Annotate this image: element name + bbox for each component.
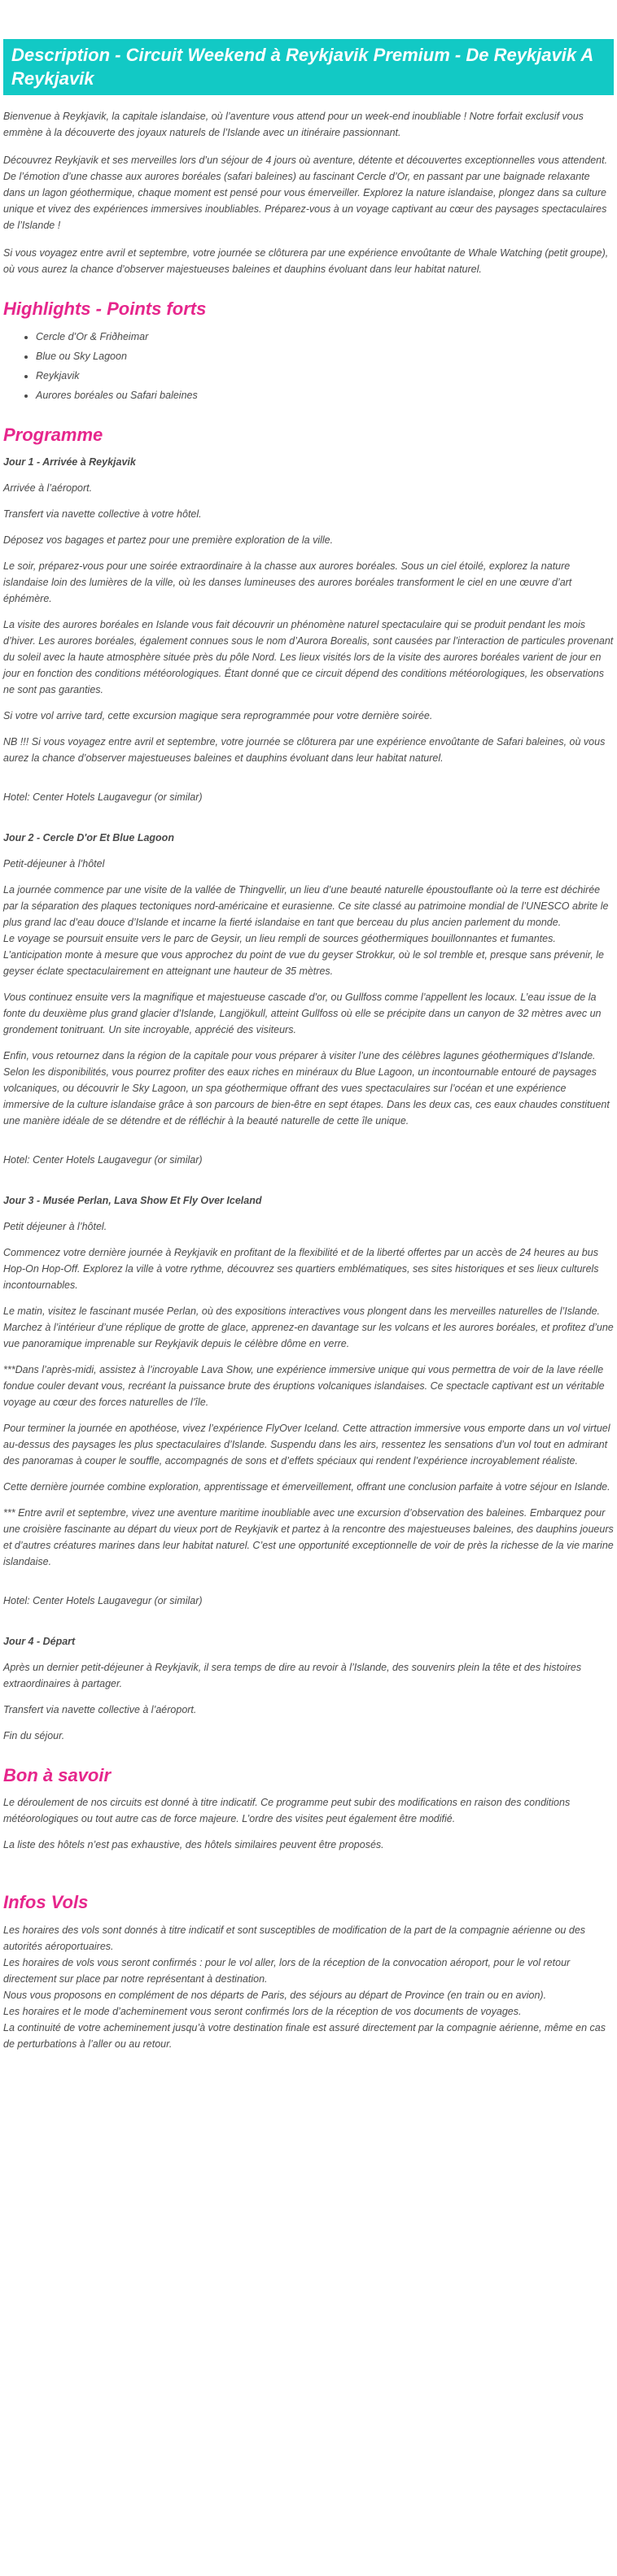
highlight-item: • Blue ou Sky Lagoon	[36, 348, 614, 364]
page	[0, 39, 617, 2078]
day-paragraph-group	[3, 882, 614, 979]
day-title: Jour 4 - Départ	[3, 1635, 76, 1647]
day-paragraph: La journée commence par une visite de la vallée de Thingvellir, un lieu d’une beauté naturelle époustouflante où la terre est déchirée par la séparation des plaques tectoniques nord-américaine et eurasienne. Ce site classé au patrimoine mondial de l’UNESCO abrite le plus grand lac d’eau douce d’Islande et incarne la fierté islandaise en tant que berceau du plus ancien parlement du monde.	[3, 883, 609, 928]
day-paragraph: *** Entre avril et septembre, vivez une aventure maritime inoubliable avec une excursion d’observation des baleines. Embarquez pour une croisière fascinante au départ du vieux port de Reykjavik et partez à la rencontre des majestueuses baleines, des dauphins joueurs et d’autres créatures marines dans leur habitat naturel. C’est une opportunité exceptionnelle de voir de près la richesse de la vie marine islandaise.	[3, 1506, 614, 1567]
intro-section	[3, 108, 614, 277]
day-title: Jour 1 - Arrivée à Reykjavik	[3, 455, 136, 468]
intro-paragraph: Découvrez Reykjavik et ses merveilles lors d’un séjour de 4 jours où aventure, détente et découvertes exceptionnelles vous attendent. De l’émotion d’une chasse aux aurores boréales (safari baleines) au fascinant Cercle d’Or, en passant par une baignade relaxante dans un lagon géothermique, chaque moment est pensé pour vous émerveiller. Explorez la nature islandaise, plongez dans sa culture unique et vivez des expériences immersives inoubliables. Préparez-vous à un voyage captivant au cœur des paysages spectaculaires de l’Islande !	[3, 155, 608, 232]
day-paragraph: Cette dernière journée combine exploration, apprentissage et émerveillement, offrant une conclusion parfaite à votre séjour en Islande.	[3, 1480, 610, 1493]
day-1	[3, 454, 614, 805]
hotel-info: Hotel: Center Hotels Laugavegur (or similar)	[3, 1594, 203, 1606]
highlight-item: • Cercle d’Or & Friðheimar	[36, 329, 614, 345]
intro-paragraph: Bienvenue à Reykjavik, la capitale islandaise, où l’aventure vous attend pour un week-end inoubliable ! Notre forfait exclusif vous emmène à la découverte des joyaux naturels de l’Islande avec un itinéraire passionnant.	[3, 111, 584, 139]
day-paragraph: Après un dernier petit-déjeuner à Reykjavik, il sera temps de dire au revoir à l’Islande, des souvenirs plein la tête et des histoires extraordinaires à partager.	[3, 1661, 582, 1689]
hotel-info: Hotel: Center Hotels Laugavegur (or similar)	[3, 791, 203, 803]
day-paragraph: La visite des aurores boréales en Islande vous fait découvrir un phénomène naturel spectaculaire qui se produit pendant les mois d’hiver. Les aurores boréales, également connues sous le nom d’Aurora Borealis, sont causées par l’interaction de particules provenant du soleil avec la haute atmosphère située près du pôle Nord. Les lieux visités lors de la visite des aurores boréales varient de jour en jour en fonction des conditions météorologiques. Étant donné que ce circuit dépend des conditions météorologiques, les observations ne sont pas garanties.	[3, 618, 614, 695]
day-title: Jour 2 - Cercle D'or Et Blue Lagoon	[3, 831, 174, 843]
day-paragraph: Arrivée à l’aéroport.	[3, 482, 93, 494]
info-paragraph: Le déroulement de nos circuits est donné à titre indicatif. Ce programme peut subir des modifications en raison des conditions météorologiques ou tout autre cas de force majeure. L’ordre des visites peut également être modifié.	[3, 1797, 571, 1825]
info-line: Les horaires et le mode d’acheminement vous seront confirmés lors de la réception de vos documents de voyages.	[3, 2005, 522, 2017]
day-4	[3, 1633, 614, 1744]
day-title: Jour 3 - Musée Perlan, Lava Show Et Fly Over Iceland	[3, 1194, 262, 1206]
info-line: Nous vous proposons en complément de nos départs de Paris, des séjours au départ de Province (en train ou en avion).	[3, 1989, 547, 2001]
hotel-info: Hotel: Center Hotels Laugavegur (or similar)	[3, 1153, 203, 1166]
programme-section	[3, 425, 614, 1744]
info-line: Les horaires des vols sont donnés à titre indicatif et sont susceptibles de modification de la part de la compagnie aérienne ou des autorités aéroportuaires.	[3, 1924, 586, 1952]
highlights-section	[3, 299, 614, 403]
day-paragraph: Vous continuez ensuite vers la magnifique et majestueuse cascade d’or, ou Gullfoss comme l’appellent les locaux. L’eau issue de la fonte du deuxième plus grand glacier d’Islande, Langjökull, atteint Gullfoss où elle se précipite dans un canyon de 32 mètres avec un grondement tonitruant. Un site incroyable, apprécié des visiteurs.	[3, 991, 602, 1035]
bon-a-savoir-section	[3, 1765, 614, 1853]
page-title: Description - Circuit Weekend à Reykjavik Premium - De Reykjavik A Reykjavik	[3, 39, 614, 95]
day-paragraph: NB !!! Si vous voyagez entre avril et septembre, votre journée se clôturera par une expérience envoûtante de Safari baleines, où vous aurez la chance d’observer majestueuses baleines et dauphins évoluant dans leur habitat naturel.	[3, 735, 606, 764]
highlights-heading: Highlights - Points forts	[3, 299, 207, 320]
day-paragraph: Fin du séjour.	[3, 1729, 65, 1741]
info-paragraph: La liste des hôtels n’est pas exhaustive, des hôtels similaires peuvent être proposés.	[3, 1839, 384, 1851]
infos-vols-heading: Infos Vols	[3, 1892, 89, 1913]
day-paragraph: Le voyage se poursuit ensuite vers le parc de Geysir, un lieu rempli de sources géothermiques bouillonnantes et fumantes. L’anticipation monte à mesure que vous approchez du point de vue du geyser Strokkur, où le sol tremble et, presque sans prévenir, le geyser éclate spectaculairement en atteignant une hauteur de 35 mètres.	[3, 932, 604, 977]
infos-vols-lines	[3, 1922, 614, 2052]
highlight-item: • Aurores boréales ou Safari baleines	[36, 387, 614, 403]
day-paragraph: ***Dans l’après-midi, assistez à l’incroyable Lava Show, une expérience immersive unique qui vous permettra de voir de la lave réelle fondue couler devant vous, recréant la puissance brute des éruptions volcaniques islandaises. Ce spectacle captivant est un véritable voyage au cœur des forces naturelles de l’île.	[3, 1363, 605, 1408]
highlights-list	[3, 329, 614, 403]
day-paragraph: Déposez vos bagages et partez pour une première exploration de la ville.	[3, 534, 334, 546]
info-line: Les horaires de vols vous seront confirmés : pour le vol aller, lors de la réception de la convocation aéroport, pour le vol retour directement sur place par notre représentant à destination.	[3, 1956, 571, 1985]
day-paragraph: Commencez votre dernière journée à Reykjavik en profitant de la flexibilité et de la liberté offertes par un accès de 24 heures au bus Hop-On Hop-Off. Explorez la ville à votre rythme, découvrez ses quartiers emblématiques, ses sites historiques et ses lieux culturels incontournables.	[3, 1246, 599, 1291]
infos-vols-section	[3, 1892, 614, 2051]
day-paragraph: Le matin, visitez le fascinant musée Perlan, où des expositions interactives vous plongent dans les merveilles naturelles de l’Islande. Marchez à l’intérieur d’une réplique de grotte de glace, apprenez-en davantage sur les volcans et les aurores boréales, et profitez d’une vue panoramique imprenable sur Reykjavik depuis le célèbre dôme en verre.	[3, 1305, 614, 1349]
breakfast-note: Petit déjeuner à l’hôtel.	[3, 1220, 107, 1232]
day-paragraph: Si votre vol arrive tard, cette excursion magique sera reprogrammée pour votre dernière soirée.	[3, 709, 433, 721]
bon-a-savoir-heading: Bon à savoir	[3, 1764, 112, 1785]
programme-heading: Programme	[3, 424, 103, 445]
day-paragraph: Pour terminer la journée en apothéose, vivez l’expérience FlyOver Iceland. Cette attraction immersive vous emporte dans un vol virtuel au-dessus des paysages les plus spectaculaires d’Islande. Suspendu dans les airs, ressentez les sensations d’un vol tout en admirant des panoramas à couper le souffle, accompagnés de sons et d’effets spéciaux qui rendent l’expérience incroyablement réaliste.	[3, 1422, 610, 1467]
day-paragraph: Le soir, préparez-vous pour une soirée extraordinaire à la chasse aux aurores boréales. Sous un ciel étoilé, explorez la nature islandaise loin des lumières de la ville, où les danses lumineuses des aurores boréales transforment le ciel en une œuvre d’art éphémère.	[3, 560, 572, 604]
day-3	[3, 1192, 614, 1609]
day-paragraph: Transfert via navette collective à votre hôtel.	[3, 508, 202, 520]
intro-paragraph: Si vous voyagez entre avril et septembre, votre journée se clôturera par une expérience envoûtante de Whale Watching (petit groupe), où vous aurez la chance d’observer majestueuses baleines et dauphins évoluant dans leur habitat naturel.	[3, 247, 609, 276]
day-paragraph: Transfert via navette collective à l’aéroport.	[3, 1703, 197, 1715]
breakfast-note: Petit-déjeuner à l’hôtel	[3, 857, 105, 870]
day-paragraph: Enfin, vous retournez dans la région de la capitale pour vous préparer à visiter l’une des célèbres lagunes géothermiques d’Islande. Selon les disponibilités, vous pourrez profiter des eaux riches en minéraux du Blue Lagoon, un incontournable entouré de paysages volcaniques, ou découvrir le Sky Lagoon, un spa géothermique offrant des vues spectaculaires sur l’océan et une expérience immersive de la culture islandaise grâce à son parcours de bien-être en sept étapes. Dans les deux cas, ces eaux chaudes constituent une manière idéale de se détendre et de réfléchir à la beauté naturelle de cette île unique.	[3, 1049, 610, 1127]
day-2	[3, 830, 614, 1168]
highlight-item: • Reykjavik	[36, 368, 614, 384]
info-line: La continuité de votre acheminement jusqu’à votre destination finale est assuré directement par la compagnie aérienne, même en cas de perturbations à l’aller ou au retour.	[3, 2021, 606, 2050]
